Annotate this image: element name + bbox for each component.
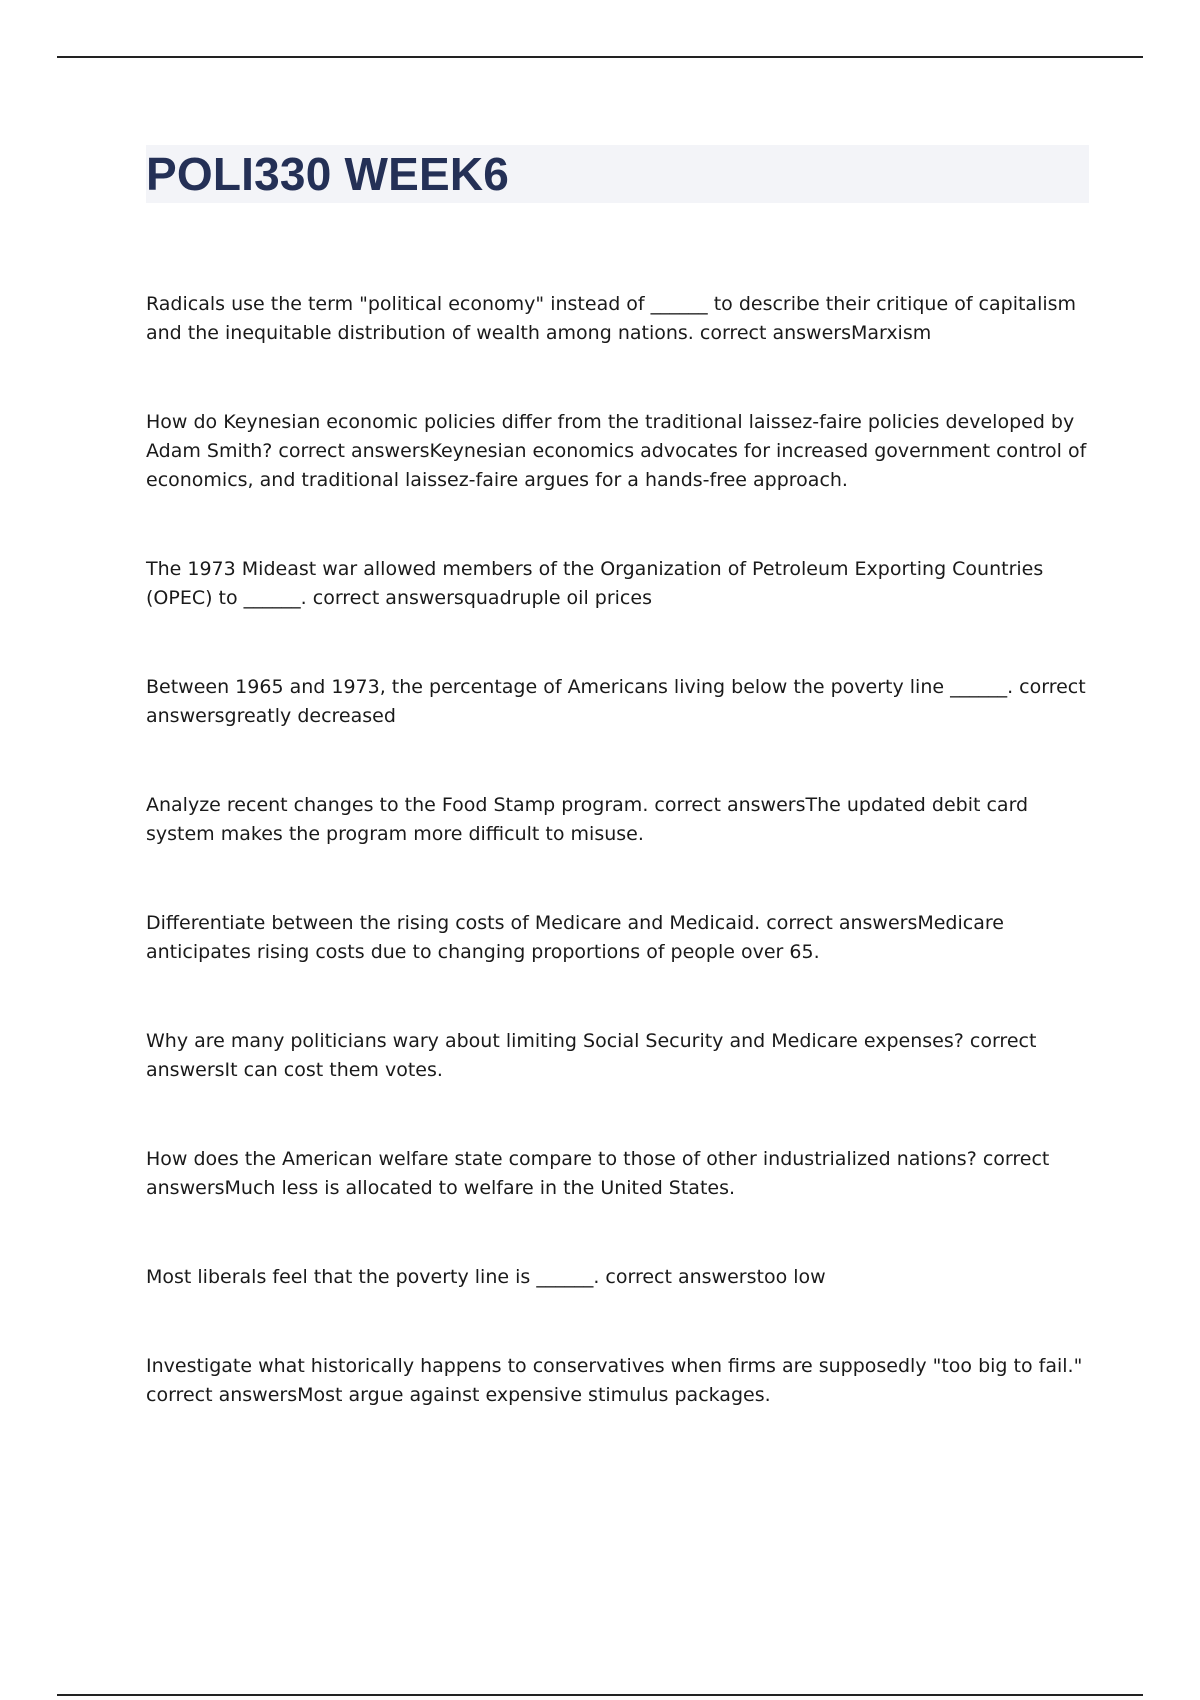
qa-item: Between 1965 and 1973, the percentage of Americans living below the poverty line ______. correct answersgreatly decreased [146, 676, 1086, 727]
page-title: POLI330 WEEK6 [146, 148, 510, 200]
qa-item: Why are many politicians wary about limiting Social Security and Medicare expenses? correct answersIt can cost them votes. [146, 1030, 1037, 1081]
top-divider [57, 56, 1143, 58]
bottom-divider [57, 1694, 1143, 1696]
qa-item: The 1973 Mideast war allowed members of the Organization of Petroleum Exporting Countries (OPEC) to ______. correct answersquadruple oil prices [146, 558, 1044, 609]
qa-item: Radicals use the term "political economy" instead of ______ to describe their critique of capitalism and the inequitable distribution of wealth among nations. correct answersMarxism [146, 293, 1077, 344]
qa-item: Investigate what historically happens to conservatives when firms are supposedly "too big to fail." correct answersMost argue against expensive stimulus packages. [146, 1355, 1083, 1406]
qa-list [146, 290, 1091, 1410]
qa-item: How do Keynesian economic policies differ from the traditional laissez-faire policies developed by Adam Smith? correct answersKeynesian economics advocates for increased government control of economics, and traditional laissez-faire argues for a hands-free approach. [146, 411, 1087, 491]
qa-item: Differentiate between the rising costs of Medicare and Medicaid. correct answersMedicare anticipates rising costs due to changing proportions of people over 65. [146, 912, 1004, 963]
qa-item: Analyze recent changes to the Food Stamp program. correct answersThe updated debit card system makes the program more difficult to misuse. [146, 794, 1029, 845]
qa-item: How does the American welfare state compare to those of other industrialized nations? correct answersMuch less is allocated to welfare in the United States. [146, 1148, 1050, 1199]
qa-item: Most liberals feel that the poverty line is ______. correct answerstoo low [146, 1266, 826, 1288]
